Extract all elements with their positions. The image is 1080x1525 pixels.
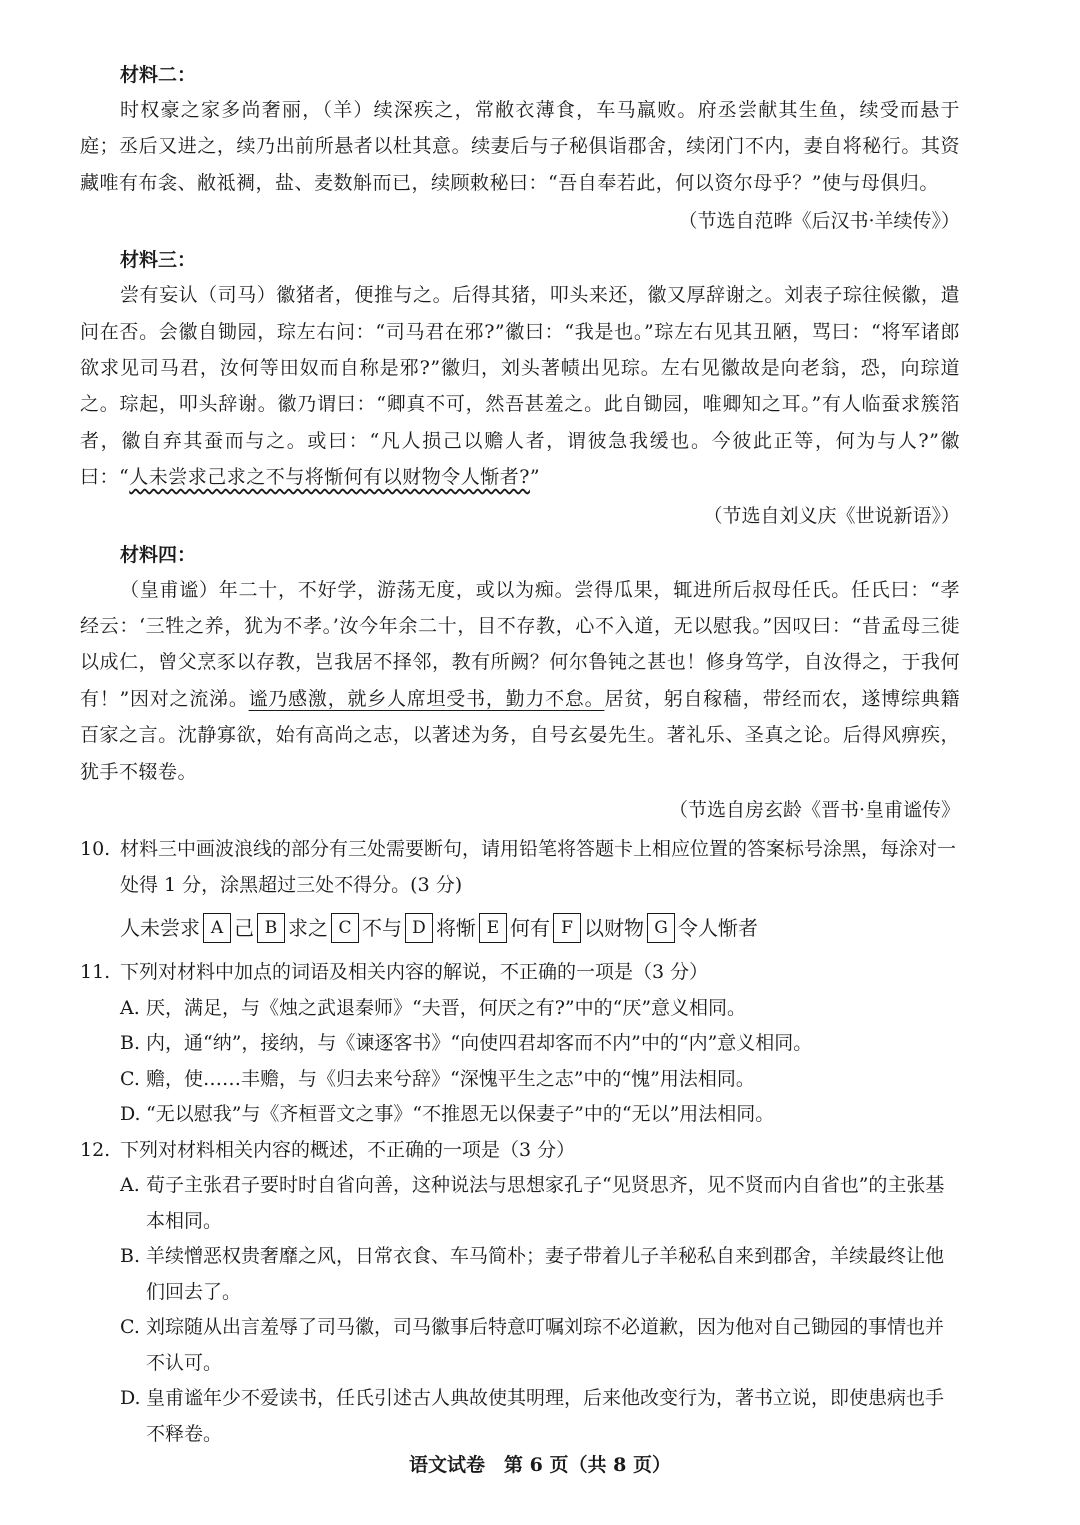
page-footer: 语文试卷 第 6 页（共 8 页） xyxy=(409,1454,671,1476)
exam-page xyxy=(80,58,960,1452)
option-text: 内，通“纳”，接纳，与《谏逐客书》“向使四君却客而不内”中的“内”意义相同。 xyxy=(146,1032,813,1055)
sentence-segmentation-line xyxy=(80,907,960,949)
material-3-text-after: ” xyxy=(529,466,541,489)
segment-text: 不与 xyxy=(362,916,402,941)
option-c[interactable] xyxy=(120,1310,960,1381)
question-11-number: 11. xyxy=(80,961,111,984)
material-4-source: （节选自房玄龄《晋书·皇甫谧传》 xyxy=(668,799,960,822)
segment-text: 令人惭者 xyxy=(678,916,758,941)
question-11 xyxy=(80,955,960,991)
material-2-title: 材料二： xyxy=(120,64,197,86)
break-option-box[interactable]: B xyxy=(257,913,285,943)
option-letter: D. xyxy=(120,1387,141,1410)
break-option-box[interactable]: E xyxy=(479,913,507,943)
option-letter: B. xyxy=(120,1245,141,1268)
option-d[interactable] xyxy=(120,1097,960,1133)
material-3-text-before: 尝有妄认（司马）徽猪者，便推与之。后得其猪，叩头来还，徽又厚辞谢之。刘表子琮往候徽，遣问在否。会徽自锄园，琮左右问：“司马君在邪?”徽曰：“我是也。”琮左右见其丑陋，骂曰：“将军诸郎欲求见司马君，汝何等田奴而自称是邪?”徽归，刘头著帻出见琮。左右见徽故是向老翁，恐，向琮道之。琮起，叩头辞谢。徽乃谓曰：“卿真不可，然吾甚羞之。此自锄园，唯卿知之耳。”有人临蚕求簇箔者，徽自弃其蚕而与之。或曰：“凡人损己以赡人者，谓彼急我缓也。今彼此正等，何为与人?”徽曰：“ xyxy=(80,284,960,489)
material-3-wavy-text: 人未尝求己求之不与将惭何有以财物令人惭者? xyxy=(129,466,530,489)
question-12 xyxy=(80,1133,960,1169)
question-12-text: 下列对材料相关内容的概述，不正确的一项是（3 分） xyxy=(120,1138,576,1161)
segment-text: 何有 xyxy=(510,916,550,941)
break-option-box[interactable]: F xyxy=(553,913,581,943)
segment-text: 求之 xyxy=(288,916,328,941)
break-option-box[interactable]: A xyxy=(203,913,231,943)
material-2-source: （节选自范晔《后汉书·羊续传》） xyxy=(678,210,960,233)
material-4-underlined-text: 谧乃感激，就乡人席坦受书，勤力不怠。 xyxy=(248,687,605,710)
option-text: 羊续憎恶权贵奢靡之风，日常衣食、车马简朴；妻子带着儿子羊秘私自来到郡舍，羊续最终让他们回去了。 xyxy=(146,1245,945,1303)
question-11-options xyxy=(80,991,960,1133)
option-text: 皇甫谧年少不爱读书，任氏引述古人典故使其明理，后来他改变行为，著书立说，即使患病也手不释卷。 xyxy=(146,1387,945,1445)
material-4-text-before: （皇甫谧）年二十，不好学，游荡无度，或以为痴。尝得瓜果，辄进所后叔母任氏。任氏曰：“孝经云：‘三牲之养，犹为不孝。’汝今年余二十，目不存教，心不入道，无以慰我。”因叹曰：“昔孟母三徙以成仁，曾父烹豕以存教，岂我居不择邻，教有所阙？何尔鲁钝之甚也！修身笃学，自汝得之，于我何有！”因对之流涕。 xyxy=(80,578,960,710)
segment-text: 己 xyxy=(234,916,254,941)
material-4 xyxy=(80,538,960,828)
question-11-text: 下列对材料中加点的词语及相关内容的解说，不正确的一项是（3 分） xyxy=(120,961,709,984)
segment-text: 人未尝求 xyxy=(120,916,200,941)
break-option-box[interactable]: G xyxy=(647,913,675,943)
material-2-text: 时权豪之家多尚奢丽，（羊）续深疾之，常敝衣薄食，车马羸败。府丞尝献其生鱼，续受而悬于庭；丞后又进之，续乃出前所悬者以杜其意。续妻后与子秘俱诣郡舍，续闭门不内，妻自将秘行。其资藏唯有布衾、敝祗裯，盐、麦数斛而已，续顾敕秘曰：“吾自奉若此，何以资尔母乎？”使与母俱归。 xyxy=(80,99,960,194)
material-2 xyxy=(80,58,960,239)
material-3-source: （节选自刘义庆《世说新语》） xyxy=(703,504,960,527)
material-4-text xyxy=(80,572,960,790)
option-text: 厌，满足，与《烛之武退秦师》“夫晋，何厌之有?”中的“厌”意义相同。 xyxy=(146,996,747,1019)
option-a[interactable] xyxy=(120,1168,960,1239)
option-text: 刘琮随从出言羞辱了司马徽，司马徽事后特意叮嘱刘琮不必道歉，因为他对自己锄园的事情也并不认可。 xyxy=(146,1316,945,1374)
option-text: 赡，使……丰赡，与《归去来兮辞》“深愧平生之志”中的“愧”用法相同。 xyxy=(146,1067,755,1090)
option-letter: B. xyxy=(120,1032,141,1055)
option-letter: A. xyxy=(120,1174,140,1197)
option-letter: D. xyxy=(120,1103,141,1126)
question-10 xyxy=(80,832,960,903)
option-c[interactable] xyxy=(120,1062,960,1098)
material-3 xyxy=(80,243,960,533)
break-option-box[interactable]: D xyxy=(405,913,433,943)
material-3-text xyxy=(80,277,960,495)
material-3-title: 材料三： xyxy=(120,249,197,272)
question-12-options xyxy=(80,1168,960,1452)
option-letter: A. xyxy=(120,996,140,1019)
segment-text: 以财物 xyxy=(584,916,644,941)
option-b[interactable] xyxy=(120,1026,960,1062)
question-10-number: 10. xyxy=(80,838,111,861)
material-4-title: 材料四： xyxy=(120,543,197,566)
option-b[interactable] xyxy=(120,1239,960,1310)
material-4-text-after: 居贫，躬自稼穑，带经而农，遂博综典籍百家之言。沈静寡欲，始有高尚之志，以著述为务，自号玄晏先生。著礼乐、圣真之论。后得风痹疾，犹手不辍卷。 xyxy=(80,687,960,783)
option-letter: C. xyxy=(120,1067,140,1090)
question-12-number: 12. xyxy=(80,1138,111,1161)
option-letter: C. xyxy=(120,1316,140,1339)
break-option-box[interactable]: C xyxy=(331,913,359,943)
option-d[interactable] xyxy=(120,1381,960,1452)
option-a[interactable] xyxy=(120,991,960,1027)
option-text: “无以慰我”与《齐桓晋文之事》“不推恩无以保妻子”中的“无以”用法相同。 xyxy=(146,1103,775,1126)
option-text: 荀子主张君子要时时自省向善，这种说法与思想家孔子“见贤思齐，见不贤而内自省也”的主张基本相同。 xyxy=(146,1174,945,1232)
question-10-text: 材料三中画波浪线的部分有三处需要断句，请用铅笔将答题卡上相应位置的答案标号涂黑，每涂对一处得 1 分，涂黑超过三处不得分。(3 分) xyxy=(120,838,957,896)
segment-text: 将惭 xyxy=(436,916,476,941)
